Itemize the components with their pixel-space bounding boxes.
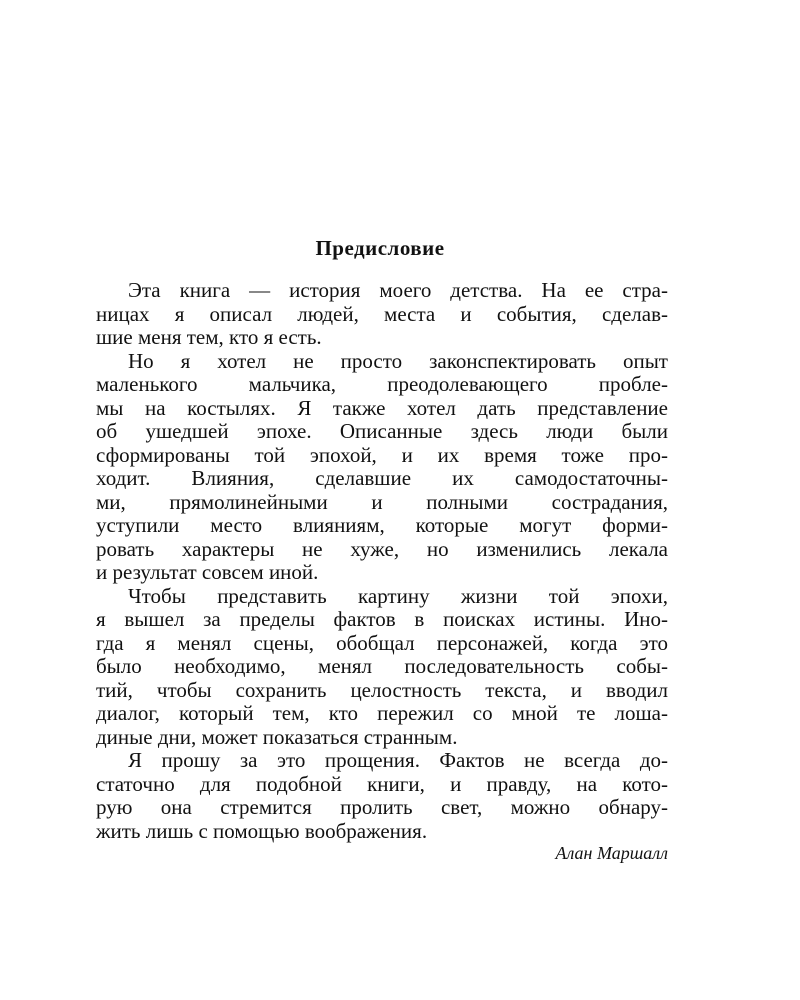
- text-line: мы на костылях. Я также хотел дать представление: [96, 395, 668, 420]
- text-line: Но я хотел не просто законспектировать опыт: [128, 348, 668, 373]
- text-line: ми, прямолинейными и полными сострадания,: [96, 489, 668, 514]
- text-line: сформированы той эпохой, и их время тоже про-: [96, 442, 668, 467]
- page-title: Предисловие: [315, 236, 445, 260]
- text-line: и результат совсем иной.: [96, 560, 319, 584]
- text-line: ходит. Влияния, сделавшие их самодостаточны-: [96, 466, 668, 490]
- text-line: Чтобы представить картину жизни той эпохи,: [128, 583, 668, 608]
- text-line: шие меня тем, кто я есть.: [96, 325, 322, 349]
- text-line: я вышел за пределы фактов в поисках истины. Ино-: [96, 607, 668, 631]
- text-line: диалог, который тем, кто пережил со мной те лошa-: [96, 701, 668, 725]
- text-line: диные дни, может показаться странным.: [96, 724, 458, 749]
- text-line: тий, чтобы сохранить целостность текста, и вводил: [96, 677, 668, 702]
- text-line: ровать характеры не хуже, но изменились лекала: [96, 536, 668, 561]
- text-line: жить лишь с помощью воображения.: [96, 818, 428, 843]
- text-line: статочно для подобной книги, и правду, на кото-: [96, 771, 668, 796]
- paragraph-3: [96, 585, 668, 750]
- text-line: рую она стремится пролить свет, можно обнару-: [96, 795, 668, 819]
- text-line: об ушедшей эпохе. Описанные здесь люди были: [96, 419, 668, 443]
- author-signature: Алан Маршалл: [555, 843, 668, 863]
- text-line: было необходимо, менял последовательность собы-: [96, 654, 668, 678]
- paragraph-2: [96, 350, 668, 585]
- text-line: гда я менял сцены, обобщал персонажей, когда это: [96, 630, 668, 655]
- preface-text: [96, 279, 668, 843]
- text-line: маленького мальчика, преодолевающего пробле-: [96, 372, 668, 396]
- text-line: уступили место влияниям, которые могут форми-: [96, 513, 668, 537]
- text-line: Я прошу за это прощения. Фактов не всегда до-: [128, 748, 668, 772]
- paragraph-1: [96, 279, 668, 350]
- paragraph-4: [96, 749, 668, 843]
- text-line: ницах я описал людей, места и события, сделав-: [96, 301, 668, 326]
- text-line: Эта книга — история моего детства. На ее стра-: [128, 278, 668, 302]
